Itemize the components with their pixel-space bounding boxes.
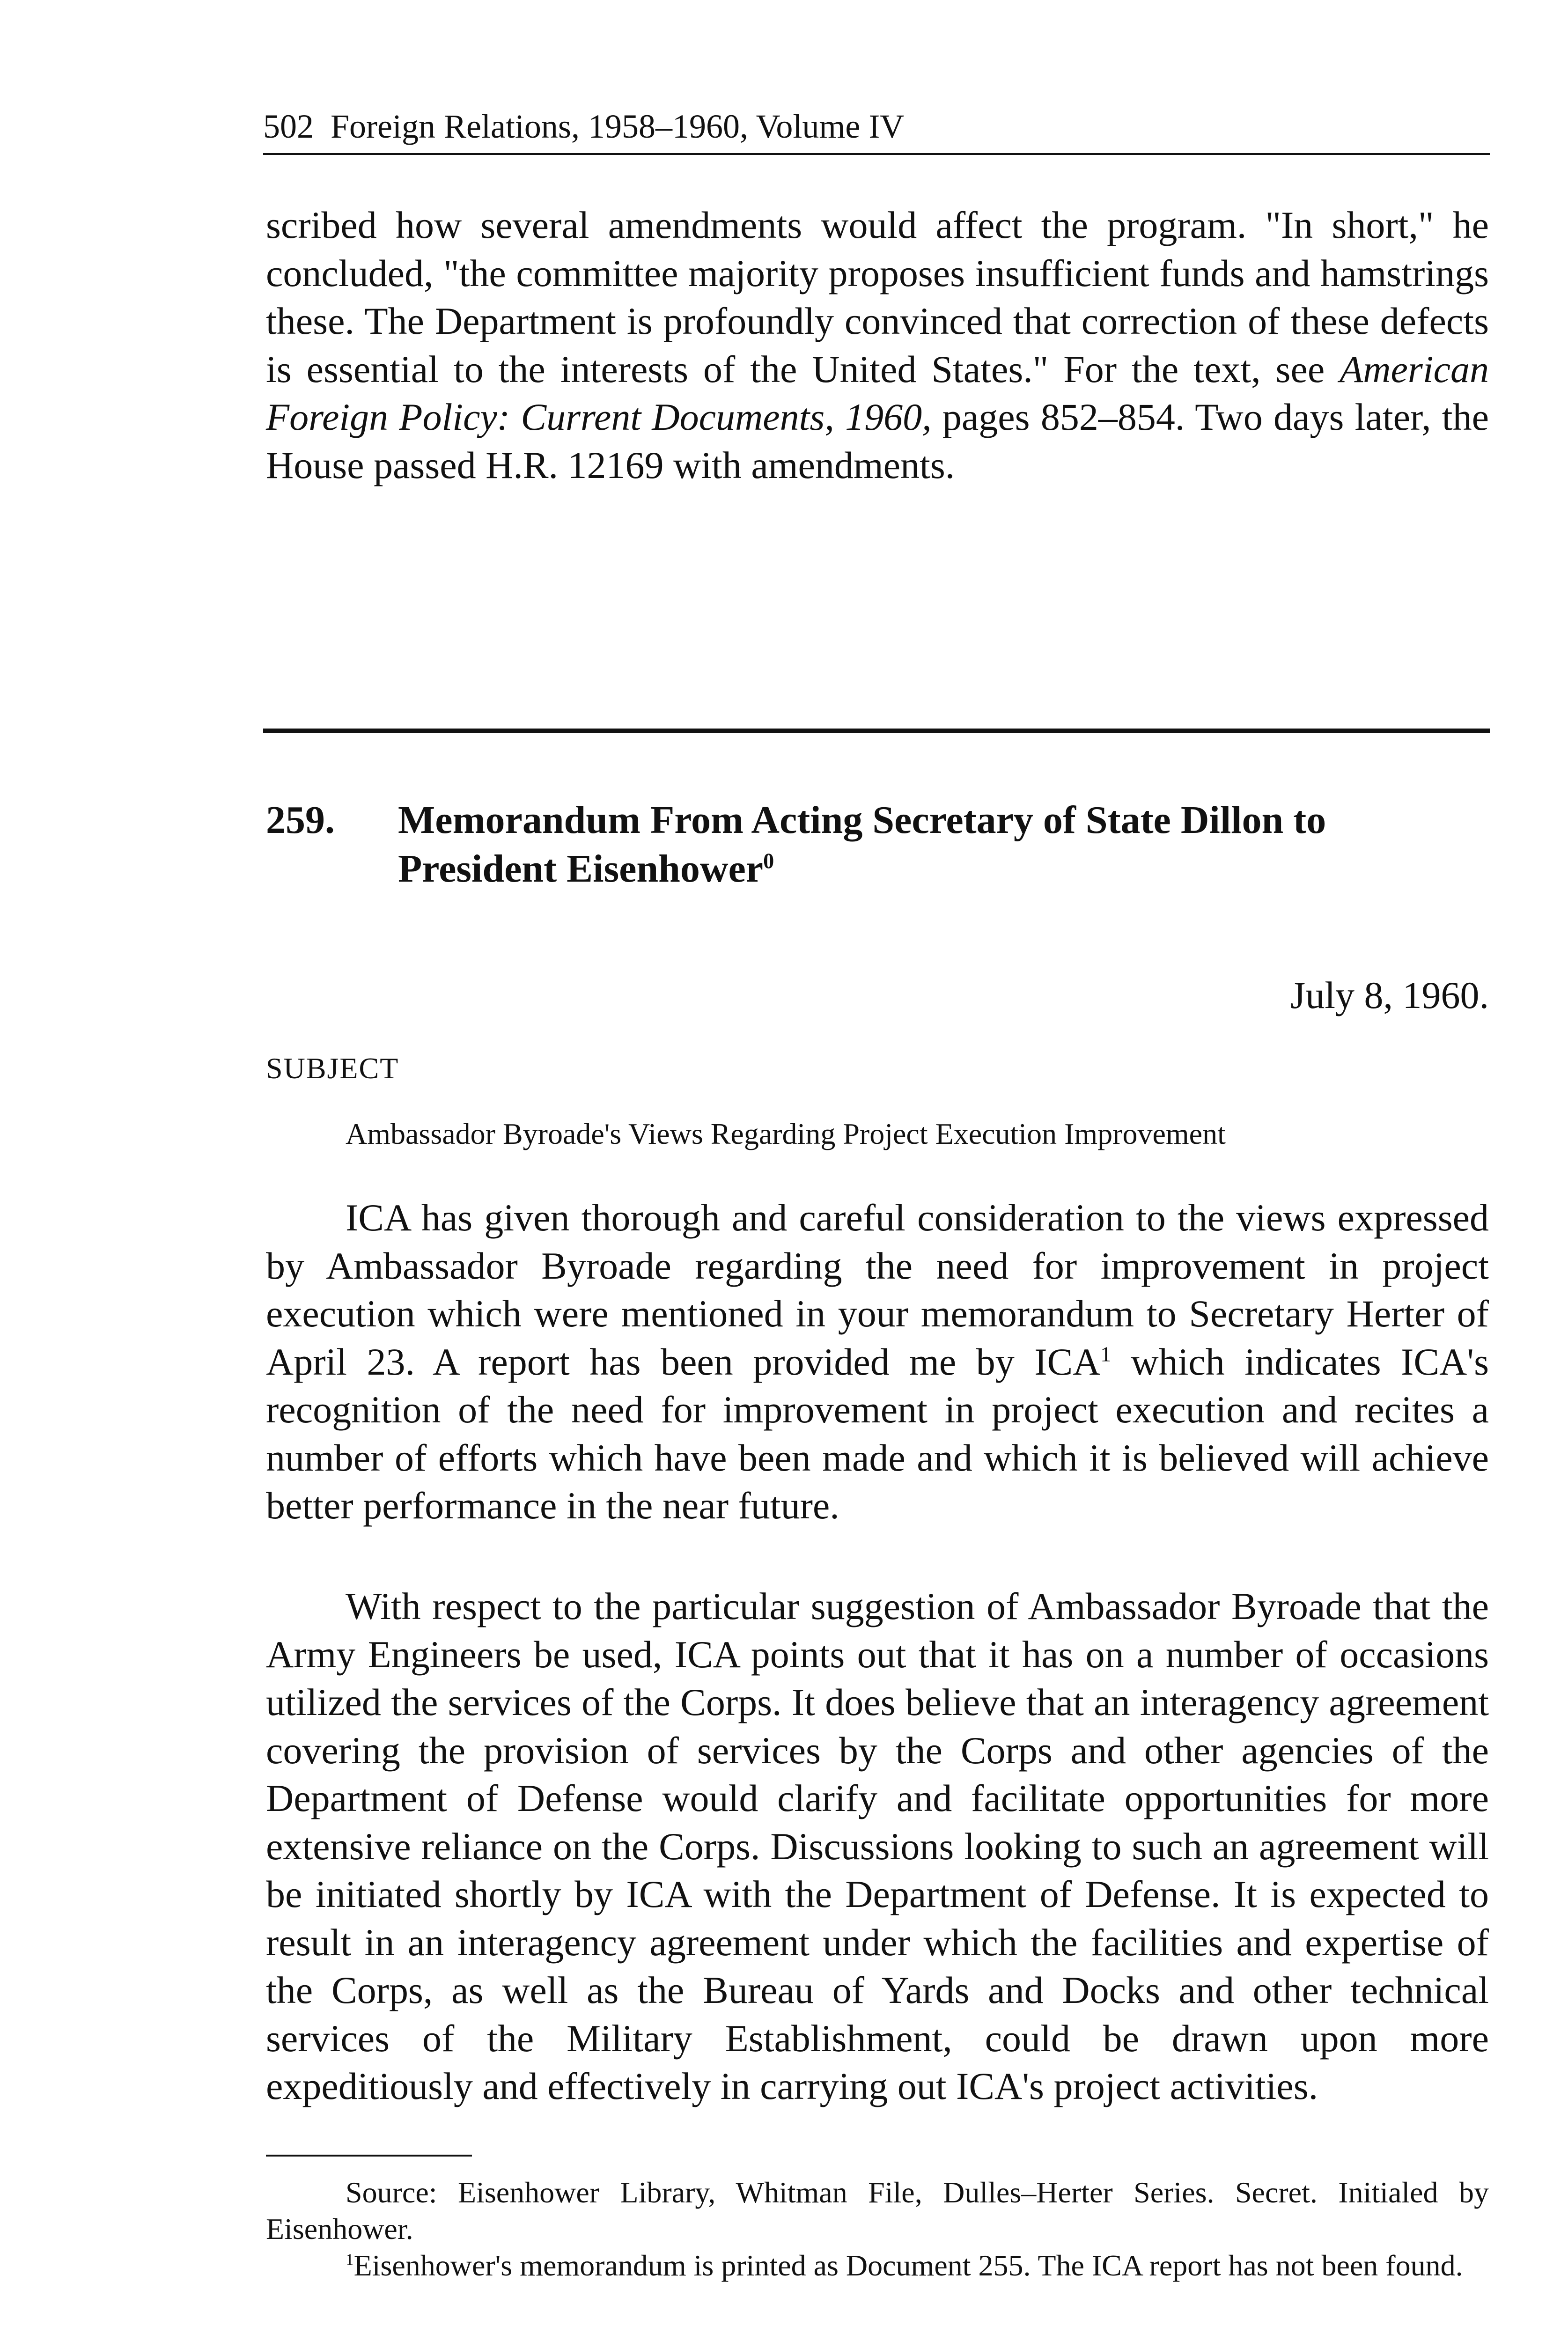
footnote-ref-1: 1 [1100,1342,1111,1366]
footnote-1-text: Eisenhower's memorandum is printed as Document 255. The ICA report has not been found. [353,2249,1463,2282]
document-date: July 8, 1960. [1290,974,1489,1016]
citation-title: American Foreign Policy: Current Documents, 1960, [266,347,1489,438]
section-divider [263,729,1490,733]
subject-text: Ambassador Byroade's Views Regarding Project Execution Improvement [346,1117,1226,1150]
footnote-1-marker: 1 [346,2250,354,2269]
footnote-1 [266,2247,1489,2284]
page-number: 502 [263,108,314,145]
document-number: 259. [266,798,335,842]
header-rule [263,153,1490,155]
document-title [398,796,1489,893]
running-head [263,104,1490,149]
document-title-text: Memorandum From Acting Secretary of State Dillon to President Eisenhower [398,798,1326,891]
paragraph1-text-a: ICA has given thorough and careful consideration to the views expressed by Ambassador Byroade regarding the need for improvement in project execution which were mentioned in your memorandum to Secretary Herter of April 23. A report has been provided me by ICA [266,1196,1489,1383]
body-paragraph-2: With respect to the particular suggestion of Ambassador Byroade that the Army Engineers be used, ICA points out that it has on a number of occasions utilized the services of the Corps. It does believe that an interagency agreement covering the provision of services by the Corps and other agencies of the Department of Defense would clarify and facilitate opportunities for more extensive reliance on the Corps. Discussions looking to such an agreement will be initiated shortly by ICA with the Department of Defense. It is expected to result in an interagency agreement under which the facilities and expertise of the Corps, as well as the Bureau of Yards and Docks and other technical services of the Military Establishment, could be drawn upon more expeditiously and effectively in carrying out ICA's project activities. [266,1585,1489,2107]
footnote-source-text: Source: Eisenhower Library, Whitman File, Dulles–Herter Series. Secret. Initialed by Eisenhower. [266,2176,1489,2245]
continuation-text-a: scribed how several amendments would affect the program. "In short," he concluded, "the committee majority proposes insufficient funds and hamstrings these. The Department is profoundly convinced that correction of these defects is essential to the interests of the United States." For the text, see [266,204,1489,390]
footnote-source [266,2174,1489,2247]
continuation-paragraph [266,201,1489,489]
continuation-text-b: pages 852–854. Two days later, the House passed H.R. 12169 with amendments. [266,396,1489,486]
paragraph1-text-b: which indicates ICA's recognition of the need for improvement in project execution and recites a number of efforts which have been made and which it is believed will achieve better performance in the near future. [266,1340,1489,1527]
body-paragraph-1 [266,1194,1489,1530]
subject-label: SUBJECT [266,1052,399,1085]
series-title: Foreign Relations, 1958–1960, Volume IV [331,108,905,145]
title-footnote-marker: 0 [763,849,774,873]
footnote-rule [266,2155,472,2157]
